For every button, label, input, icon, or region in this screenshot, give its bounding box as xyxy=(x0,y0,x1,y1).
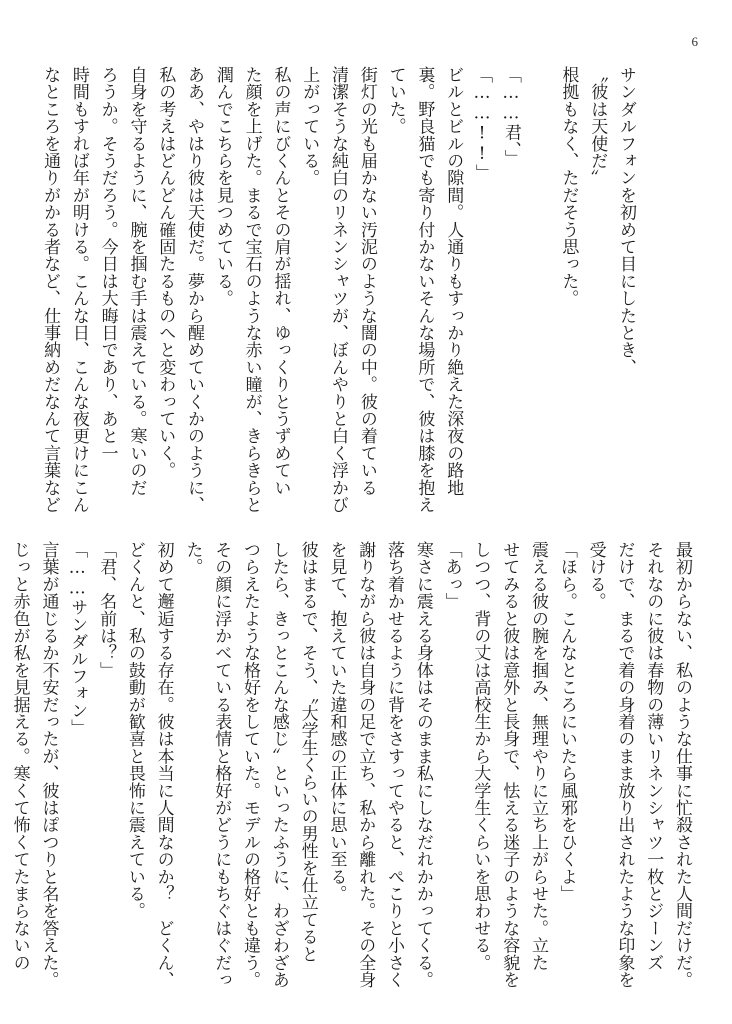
text-line: それなのに彼は春物の薄いリネンシャツ一枚とジーンズ xyxy=(643,541,664,971)
text-line: だけで、まるで着の身着のまま放り出されたような印象を xyxy=(614,541,635,989)
text-line: 「……君、」 xyxy=(500,66,521,167)
text-line: サンダルフォンを初めて目にしたとき、 xyxy=(616,66,636,376)
page-number: 6 xyxy=(691,34,698,49)
text-line xyxy=(525,66,554,506)
text-line: 寒さに震える身体はそのまま私にしなだれかかってくる。 xyxy=(412,541,433,989)
text-line: た。 xyxy=(182,541,203,576)
text-line: 「ほら。こんなところにいたら風邪をひくよ」 xyxy=(556,541,577,903)
text-line: ていた。 xyxy=(385,66,406,135)
text-line: 裏。野良猫でも寄り付かないそんな場所で、彼は膝を抱え xyxy=(414,66,435,514)
text-line: 私の声にびくんとその肩が揺れ、ゆっくりとうずめてい xyxy=(270,66,291,496)
text-line: 「……サンダルフォン」 xyxy=(67,541,88,737)
lower-text-block xyxy=(9,541,696,991)
text-line: じっと赤色が私を見据える。寒くて怖くてたまらないの xyxy=(9,541,30,971)
text-line: 震える彼の腕を掴み、無理やりに立ち上がらせた。立た xyxy=(528,541,549,971)
text-line: どくんと、私の鼓動が歓喜と畏怖に震えている。 xyxy=(124,541,145,920)
text-line: せてみると彼は意外と長身で、怯える迷子のような容貌を xyxy=(499,541,520,989)
text-line: 「君、名前は？」 xyxy=(96,541,117,679)
text-line: 最初からない、私のような仕事に忙殺された人間だけだ。 xyxy=(672,541,692,989)
text-line: 彼はまるで、そう、〝大学生くらいの男性を仕立てると xyxy=(297,541,318,963)
text-line: 受ける。 xyxy=(585,541,606,610)
text-line: つらえたような格好をしていた。モデルの格好とも違う。 xyxy=(240,541,261,989)
text-line: ビルとビルの隙間。人通りもすっかり絶えた深夜の路地 xyxy=(443,66,464,496)
text-line: 落ち着かせるように背をさすってやると、ぺこりと小さく xyxy=(384,541,405,989)
text-line: 「……!!」 xyxy=(472,66,493,182)
text-line: 根拠もなく、ただそう思った。 xyxy=(558,66,579,307)
text-line: 清潔そうな純白のリネンシャツが、ぼんやりと白く浮かび xyxy=(328,66,349,514)
text-line: ろうか。そうだろう。今日は大晦日であり、あと一 xyxy=(97,66,118,462)
text-line: 謝りながら彼は自身の足で立ち、私から離れた。その全身 xyxy=(355,541,376,989)
text-line: 街灯の光も届かない汚泥のような闇の中。彼の着ている xyxy=(356,66,377,496)
text-line: 〝彼は天使だ〟 xyxy=(587,66,608,187)
text-line: したら、きっとこんな感じ〟といったふうに、わざわざあ xyxy=(268,541,289,989)
text-line: 「あっ」 xyxy=(441,541,462,610)
text-line: しつつ、背の丈は高校生から大学生くらいを思わせる。 xyxy=(470,541,491,971)
text-line: 私の考えはどんどん確固たるものへと変わっていく。 xyxy=(155,66,176,479)
text-line: 自身を守るように、腕を掴む手は震えている。寒いのだ xyxy=(126,66,147,496)
text-line: た顔を上げた。まるで宝石のような赤い瞳が、きらきらと xyxy=(241,66,262,514)
text-line: ああ、やはり彼は天使だ。夢から醒めていくかのように、 xyxy=(184,66,205,514)
text-line: 潤んでこちらを見つめている。 xyxy=(212,66,233,307)
text-line: 時間もすれば年が明ける。こんな日、こんな夜更けにこん xyxy=(68,66,89,514)
text-line: その顔に浮かべている表情と格好がどうにもちぐはぐだっ xyxy=(211,541,232,989)
text-line: 上がっている。 xyxy=(299,66,320,187)
text-line: を見て、抱えていた違和感の正体に思い至る。 xyxy=(326,541,347,903)
text-line: 言葉が通じるか不安だったが、彼はぽつりと名を答えた。 xyxy=(38,541,59,989)
upper-text-block xyxy=(40,66,640,514)
text-line: 初めて邂逅する存在。彼は本当に人間なのか？ どくん、 xyxy=(153,541,174,989)
text-line: なところを通りがかる者など、仕事納めだなんて言葉など xyxy=(40,66,61,514)
